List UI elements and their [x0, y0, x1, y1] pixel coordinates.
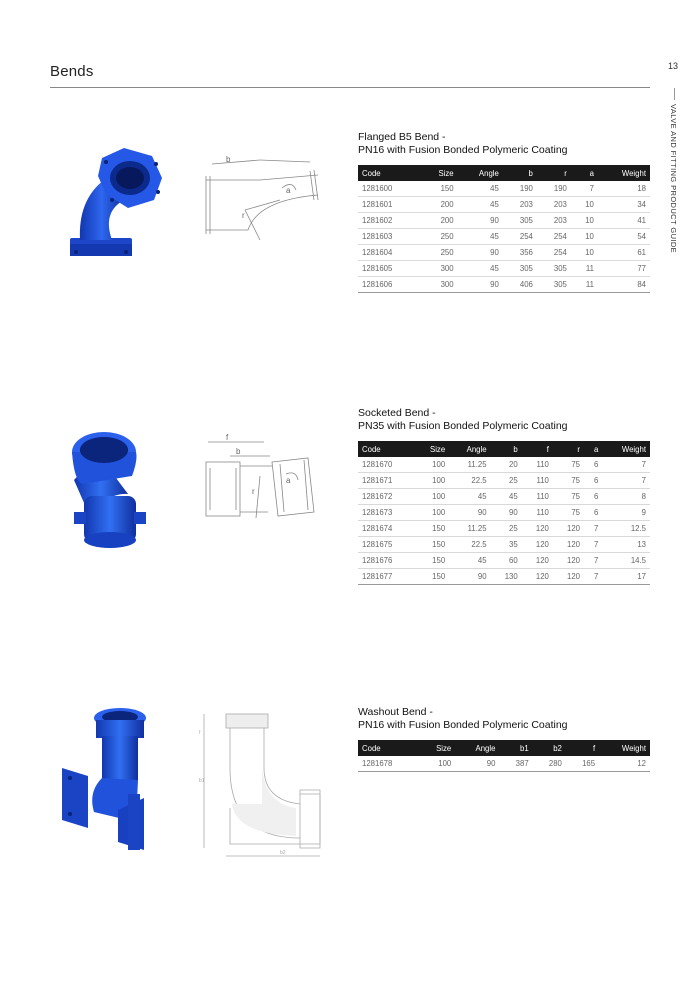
drawing-label-b1: b1 [199, 778, 205, 784]
table-cell: 45 [458, 181, 503, 197]
table-cell: 11 [571, 261, 598, 277]
table-row [358, 756, 650, 772]
table-cell: 90 [458, 245, 503, 261]
table-row [358, 277, 650, 293]
table-row [358, 537, 650, 553]
table-cell: 254 [537, 245, 571, 261]
table-cell: 18 [598, 181, 650, 197]
table-row [358, 569, 650, 585]
table-cell: 1281672 [358, 489, 415, 505]
table-cell: 25 [491, 473, 522, 489]
table-cell: 110 [522, 505, 553, 521]
table-cell: 300 [420, 277, 458, 293]
table-cell: 11.25 [449, 521, 490, 537]
table-cell: 7 [584, 537, 602, 553]
table-cell: 120 [553, 553, 584, 569]
section-title [358, 706, 568, 732]
table-cell: 17 [602, 569, 650, 585]
drawing-label-a: a [286, 476, 291, 485]
table-cell: 10 [571, 197, 598, 213]
column-header: Angle [449, 441, 490, 457]
table-cell: 75 [553, 457, 584, 473]
column-header: Weight [599, 740, 650, 756]
table-cell: 250 [420, 229, 458, 245]
table-cell: 1281600 [358, 181, 420, 197]
table-cell: 11.25 [449, 457, 490, 473]
table-cell: 356 [503, 245, 537, 261]
table-cell: 200 [420, 197, 458, 213]
table-cell: 150 [415, 569, 449, 585]
table-cell: 190 [503, 181, 537, 197]
table-cell: 13 [602, 537, 650, 553]
table-cell: 7 [584, 569, 602, 585]
table-cell: 45 [449, 553, 490, 569]
table-cell: 280 [533, 756, 566, 772]
table-cell: 22.5 [449, 473, 490, 489]
table-cell: 100 [415, 473, 449, 489]
table-cell: 110 [522, 457, 553, 473]
table-cell: 6 [584, 505, 602, 521]
table-cell: 130 [491, 569, 522, 585]
section-title [358, 407, 568, 433]
table-row [358, 489, 650, 505]
table-cell: 120 [522, 521, 553, 537]
table-cell: 1281677 [358, 569, 415, 585]
drawing-label-r: r [242, 211, 245, 220]
page-title: Bends [50, 63, 94, 80]
table-cell: 1281603 [358, 229, 420, 245]
table-row [358, 245, 650, 261]
column-header: a [584, 441, 602, 457]
table-cell: 254 [503, 229, 537, 245]
table-cell: 406 [503, 277, 537, 293]
spec-table [358, 165, 650, 293]
table-header-row [358, 441, 650, 457]
washout-bend-drawing [196, 708, 326, 860]
table-cell: 1281602 [358, 213, 420, 229]
table-row [358, 473, 650, 489]
table-cell: 250 [420, 245, 458, 261]
table-cell: 90 [458, 277, 503, 293]
column-header: Code [358, 441, 415, 457]
section-title-line1: Washout Bend - [358, 706, 433, 718]
side-label: VALVE AND FITTING PRODUCT GUIDE [669, 104, 678, 254]
table-cell: 75 [553, 489, 584, 505]
table-cell: 305 [537, 277, 571, 293]
column-header: b [503, 165, 537, 181]
table-cell: 11 [571, 277, 598, 293]
table-cell: 203 [537, 213, 571, 229]
table-cell: 84 [598, 277, 650, 293]
table-cell: 45 [458, 197, 503, 213]
table-cell: 34 [598, 197, 650, 213]
table-row [358, 505, 650, 521]
table-cell: 12 [599, 756, 650, 772]
column-header: a [571, 165, 598, 181]
table-cell: 41 [598, 213, 650, 229]
section-title-line2: PN35 with Fusion Bonded Polymeric Coating [358, 420, 568, 432]
table-cell: 7 [584, 521, 602, 537]
table-cell: 75 [553, 473, 584, 489]
table-cell: 1281670 [358, 457, 415, 473]
table-row [358, 213, 650, 229]
table-cell: 120 [553, 521, 584, 537]
drawing-label-b2: b2 [280, 850, 286, 856]
table-cell: 1281671 [358, 473, 415, 489]
table-row [358, 553, 650, 569]
spec-table [358, 740, 650, 772]
table-cell: 120 [553, 569, 584, 585]
table-cell: 90 [458, 213, 503, 229]
section-title-line2: PN16 with Fusion Bonded Polymeric Coating [358, 719, 568, 731]
table-cell: 6 [584, 489, 602, 505]
table-cell: 22.5 [449, 537, 490, 553]
table-cell: 10 [571, 229, 598, 245]
table-cell: 90 [449, 505, 490, 521]
table-cell: 45 [458, 229, 503, 245]
table-cell: 150 [415, 537, 449, 553]
table-cell: 45 [458, 261, 503, 277]
column-header: b2 [533, 740, 566, 756]
section-title-line1: Flanged B5 Bend - [358, 131, 446, 143]
table-cell: 7 [602, 473, 650, 489]
column-header: r [537, 165, 571, 181]
table-header-row [358, 165, 650, 181]
table-cell: 150 [415, 521, 449, 537]
page-number: 13 [668, 61, 679, 71]
table-cell: 387 [499, 756, 532, 772]
table-cell: 9 [602, 505, 650, 521]
table-cell: 120 [522, 569, 553, 585]
column-header: Size [420, 165, 458, 181]
drawing-label-b: b [226, 155, 231, 164]
drawing-label-f: f [199, 730, 201, 736]
column-header: b1 [499, 740, 532, 756]
table-cell: 75 [553, 505, 584, 521]
table-cell: 6 [584, 457, 602, 473]
flanged-bend-drawing [200, 150, 325, 245]
table-cell: 60 [491, 553, 522, 569]
table-row [358, 261, 650, 277]
column-header: r [553, 441, 584, 457]
table-cell: 45 [449, 489, 490, 505]
table-cell: 120 [522, 537, 553, 553]
table-cell: 1281601 [358, 197, 420, 213]
column-header: f [522, 441, 553, 457]
drawing-label-r: r [252, 487, 255, 496]
table-cell: 203 [503, 197, 537, 213]
column-header: Size [419, 740, 456, 756]
column-header: Code [358, 165, 420, 181]
side-divider [674, 88, 675, 100]
table-cell: 1281606 [358, 277, 420, 293]
table-row [358, 181, 650, 197]
drawing-label-f: f [226, 433, 229, 442]
column-header: Size [415, 441, 449, 457]
table-cell: 35 [491, 537, 522, 553]
table-cell: 1281604 [358, 245, 420, 261]
table-cell: 100 [415, 505, 449, 521]
table-cell: 61 [598, 245, 650, 261]
table-cell: 100 [419, 756, 456, 772]
table-cell: 200 [420, 213, 458, 229]
table-cell: 90 [491, 505, 522, 521]
table-cell: 1281605 [358, 261, 420, 277]
drawing-label-b: b [236, 447, 241, 456]
table-cell: 7 [571, 181, 598, 197]
table-cell: 1281678 [358, 756, 419, 772]
spec-table [358, 441, 650, 585]
table-cell: 305 [503, 261, 537, 277]
section-title-line2: PN16 with Fusion Bonded Polymeric Coating [358, 144, 568, 156]
column-header: Weight [598, 165, 650, 181]
table-cell: 300 [420, 261, 458, 277]
section-title-line1: Socketed Bend - [358, 407, 436, 419]
flanged-bend-photo [62, 140, 177, 265]
table-cell: 1281674 [358, 521, 415, 537]
table-cell: 100 [415, 457, 449, 473]
column-header: Weight [602, 441, 650, 457]
column-header: b [491, 441, 522, 457]
table-header-row [358, 740, 650, 756]
table-cell: 20 [491, 457, 522, 473]
table-cell: 6 [584, 473, 602, 489]
table-cell: 14.5 [602, 553, 650, 569]
column-header: f [566, 740, 599, 756]
table-cell: 25 [491, 521, 522, 537]
table-cell: 165 [566, 756, 599, 772]
table-cell: 10 [571, 245, 598, 261]
section-title [358, 131, 568, 157]
table-row [358, 521, 650, 537]
table-cell: 10 [571, 213, 598, 229]
column-header: Angle [455, 740, 499, 756]
table-cell: 150 [420, 181, 458, 197]
table-row [358, 197, 650, 213]
table-cell: 305 [537, 261, 571, 277]
table-cell: 150 [415, 553, 449, 569]
socketed-bend-drawing [200, 428, 325, 528]
table-cell: 190 [537, 181, 571, 197]
table-cell: 12.5 [602, 521, 650, 537]
table-cell: 203 [537, 197, 571, 213]
table-cell: 254 [537, 229, 571, 245]
washout-bend-photo [58, 702, 158, 852]
table-row [358, 229, 650, 245]
table-cell: 1281676 [358, 553, 415, 569]
column-header: Angle [458, 165, 503, 181]
table-cell: 120 [553, 537, 584, 553]
drawing-label-a: a [286, 186, 291, 195]
table-cell: 54 [598, 229, 650, 245]
socketed-bend-photo [62, 420, 172, 550]
table-cell: 305 [503, 213, 537, 229]
table-cell: 110 [522, 473, 553, 489]
table-cell: 90 [449, 569, 490, 585]
title-divider [50, 87, 650, 88]
table-row [358, 457, 650, 473]
table-cell: 7 [584, 553, 602, 569]
table-cell: 120 [522, 553, 553, 569]
table-cell: 45 [491, 489, 522, 505]
column-header: Code [358, 740, 419, 756]
table-cell: 90 [455, 756, 499, 772]
table-cell: 110 [522, 489, 553, 505]
table-cell: 100 [415, 489, 449, 505]
table-cell: 8 [602, 489, 650, 505]
table-cell: 7 [602, 457, 650, 473]
table-cell: 1281675 [358, 537, 415, 553]
table-cell: 77 [598, 261, 650, 277]
table-cell: 1281673 [358, 505, 415, 521]
